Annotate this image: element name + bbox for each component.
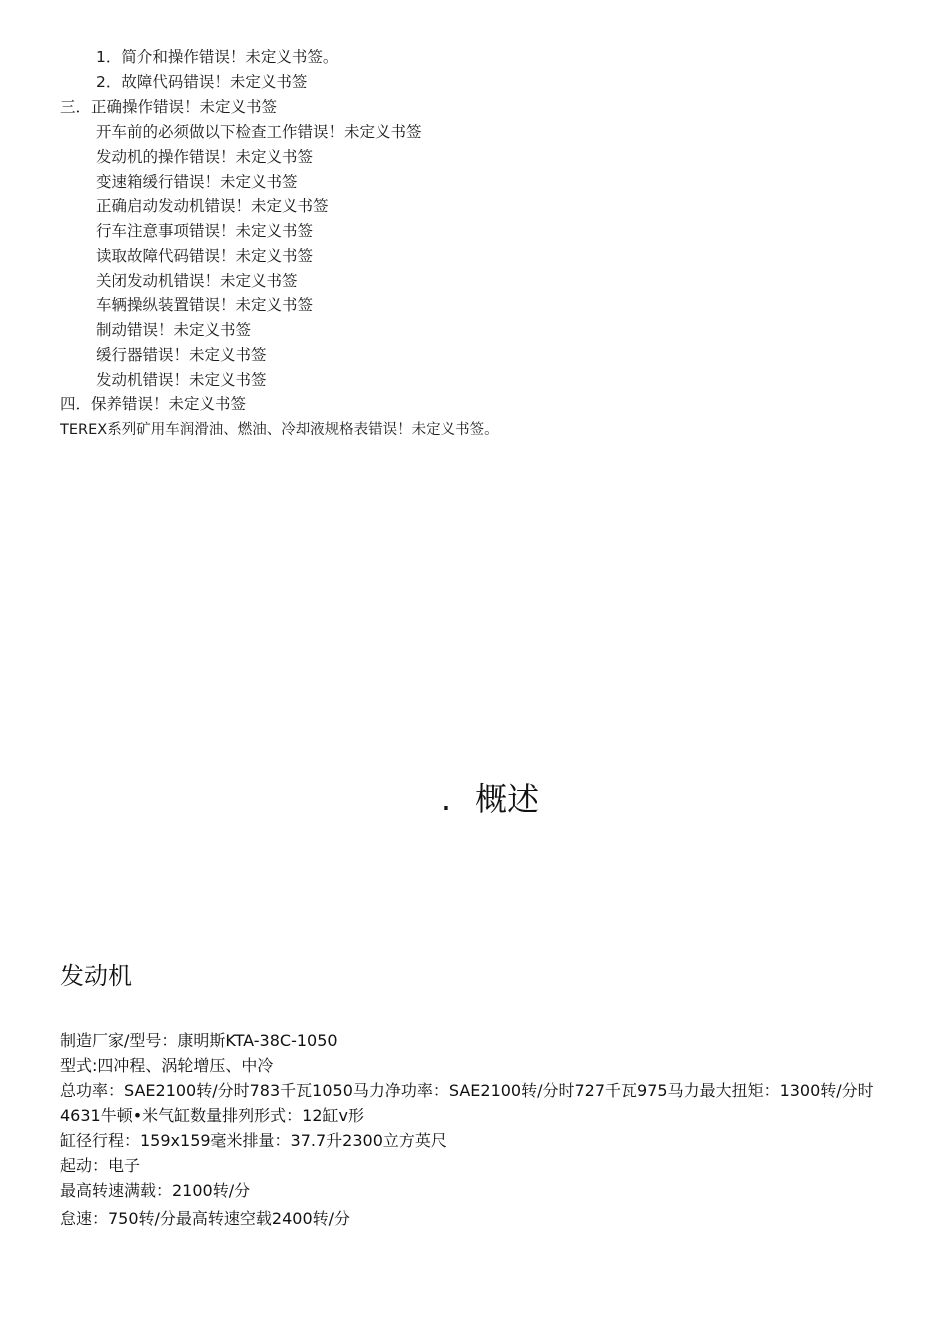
toc-item-read-fault-codes[interactable]: 读取故障代码错误！未定义书签	[96, 247, 314, 265]
section-number: .	[440, 780, 452, 818]
toc-item-engine-operation[interactable]: 发动机的操作错误！未定义书签	[96, 148, 314, 166]
toc-item-start-engine[interactable]: 正确启动发动机错误！未定义书签	[96, 197, 329, 215]
toc-item-intro[interactable]: 1．简介和操作错误！未定义书签。	[96, 48, 339, 66]
toc-item-transmission-retard[interactable]: 变速箱缓行错误！未定义书签	[96, 173, 298, 191]
spec-bore-stroke: 缸径行程：159x159毫米排量：37.7升2300立方英尺	[60, 1131, 447, 1150]
toc-item-fluid-spec-table[interactable]: TEREX系列矿用车润滑油、燃油、冷却液规格表错误！未定义书签。	[60, 422, 499, 438]
toc-item-shutdown-engine[interactable]: 关闭发动机错误！未定义书签	[96, 272, 298, 290]
section-title-text: 概述	[475, 780, 540, 818]
spec-starting: 起动：电子	[60, 1156, 141, 1175]
toc-item-fault-codes[interactable]: 2．故障代码错误！未定义书签	[96, 73, 308, 91]
toc-item-maintenance[interactable]: 四．保养错误！未定义书签	[60, 395, 247, 413]
toc-item-vehicle-controls[interactable]: 车辆操纵装置错误！未定义书签	[96, 296, 314, 314]
toc-item-correct-operation[interactable]: 三．正确操作错误！未定义书签	[60, 98, 278, 116]
toc-item-braking[interactable]: 制动错误！未定义书签	[96, 321, 252, 339]
spec-power-torque: 总功率：SAE2100转/分时783千瓦1050马力净功率：SAE2100转/分时727千瓦975马力最大扭矩：1300转/分时4631牛顿•米气缸数量排列形式：12缸v形	[60, 1081, 874, 1125]
toc-item-retarder[interactable]: 缓行器错误！未定义书签	[96, 346, 267, 364]
spec-manufacturer: 制造厂家/型号：康明斯KTA-38C-1050	[60, 1031, 338, 1050]
spec-max-speed-full-load: 最高转速满载：2100转/分	[60, 1181, 251, 1200]
toc-item-driving-notes[interactable]: 行车注意事项错误！未定义书签	[96, 222, 314, 240]
section-title	[0, 777, 950, 821]
engine-heading: 发动机	[60, 962, 132, 990]
spec-idle-speed: 怠速：750转/分最高转速空载2400转/分	[60, 1209, 351, 1228]
spec-type: 型式:四冲程、涡轮增压、中冷	[60, 1056, 274, 1075]
toc-item-engine[interactable]: 发动机错误！未定义书签	[96, 371, 267, 389]
toc-item-pre-drive-check[interactable]: 开车前的必须做以下检查工作错误！未定义书签	[96, 123, 422, 141]
